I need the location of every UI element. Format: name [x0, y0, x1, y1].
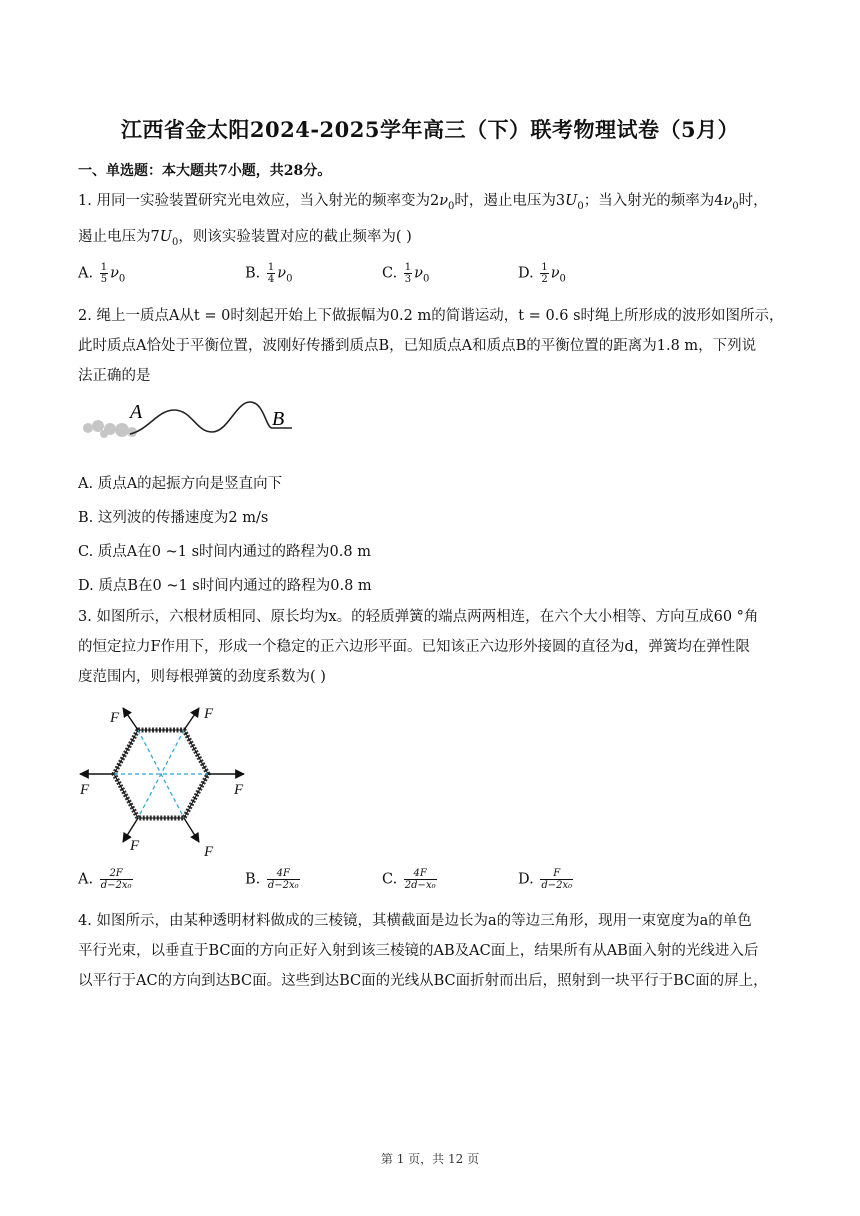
q2-option-b[interactable]: B. 这列波的传播速度为2 m/s	[78, 510, 269, 526]
hexagon-spring-figure	[78, 704, 254, 858]
q1-option-b[interactable]: B. $\frac{1}{4}$ $\nu_0$	[245, 262, 293, 285]
question-2-line-3: 法正确的是	[78, 368, 151, 384]
force-label-top-left: F	[110, 710, 120, 726]
q3-option-d[interactable]: D. $\frac{F}{\text{d−2x₀}}$	[518, 868, 573, 891]
section-heading: 一、单选题：本大题共7小题，共28分。	[78, 163, 332, 179]
question-3-line-2: 的恒定拉力F作用下，形成一个稳定的正六边形平面。已知该正六边形外接圆的直径为d，弹簧均在弹性限	[78, 639, 750, 655]
question-1-line-1: 1. 用同一实验装置研究光电效应，当入射光的频率变为$2\nu_0$时，遏止电压为$3U_0$；当入射光的频率为$4\nu_0$时，	[78, 193, 768, 212]
force-label-bottom-left: F	[130, 838, 140, 854]
force-label-top-right: F	[204, 706, 214, 722]
force-label-left: F	[80, 782, 90, 798]
page-footer: 第 1 页，共 12 页	[380, 1152, 480, 1166]
wave-curve	[130, 402, 292, 434]
q3-option-c[interactable]: C. $\frac{4F}{\text{2d−x₀}}$	[382, 868, 436, 891]
question-4-line-1: 4. 如图所示，由某种透明材料做成的三棱镜，其横截面是边长为a的等边三角形，现用一束宽度为a的单色	[78, 913, 752, 929]
question-3-line-1: 3. 如图所示，六根材质相同、原长均为x。的轻质弹簧的端点两两相连，在六个大小相等、方向互成60 °角	[78, 609, 759, 625]
q1-option-d[interactable]: D. $\frac{1}{2}$ $\nu_0$	[518, 262, 566, 285]
hand-smudge	[83, 420, 137, 438]
question-4-line-3: 以平行于AC的方向到达BC面。这些到达BC面的光线从BC面折射而出后，照射到一块平行于BC面的屏上，	[78, 973, 768, 989]
question-2-line-2: 此时质点A恰处于平衡位置，波刚好传播到质点B，已知质点A和质点B的平衡位置的距离为1.8 m，下列说	[78, 338, 757, 354]
question-4	[78, 906, 784, 996]
question-1-line-2: 遏止电压为$7U_0$，则该实验装置对应的截止频率为( )	[78, 228, 412, 248]
q2-option-a[interactable]: A. 质点A的起振方向是竖直向下	[78, 476, 283, 492]
question-2-line-1: 2. 绳上一质点A从t = 0时刻起开始上下做振幅为0.2 m的简谐运动，t = 0.6 s时绳上所形成的波形如图所示，	[78, 308, 784, 324]
page-title: 江西省金太阳2024-2025学年高三（下）联考物理试卷（5月）	[120, 117, 740, 142]
q3-option-a[interactable]: A. $\frac{2F}{\text{d−2x₀}}$	[78, 868, 132, 891]
force-label-right: F	[234, 782, 244, 798]
q3-option-b[interactable]: B. $\frac{4F}{\text{d−2x₀}}$	[245, 868, 299, 891]
point-b-label: B	[272, 408, 285, 430]
q2-option-c[interactable]: C. 质点A在0 ~1 s时间内通过的路程为0.8 m	[78, 544, 371, 560]
force-label-bottom-right: F	[204, 844, 214, 860]
question-1	[78, 186, 784, 258]
q2-option-d[interactable]: D. 质点B在0 ~1 s时间内通过的路程为0.8 m	[78, 578, 372, 594]
question-3-line-3: 度范围内，则每根弹簧的劲度系数为( )	[78, 669, 326, 685]
point-a-label: A	[130, 401, 143, 423]
wave-figure	[78, 398, 298, 442]
question-4-line-2: 平行光束，以垂直于BC面的方向正好入射到该三棱镜的AB及AC面上，结果所有从AB面入射的光线进入后	[78, 943, 759, 959]
question-2	[78, 301, 784, 391]
q1-option-c[interactable]: C. $\frac{1}{3}$ $\nu_0$	[382, 262, 430, 285]
question-3	[78, 602, 784, 692]
q1-option-a[interactable]: A. $\frac{1}{5}$ $\nu_0$	[78, 262, 126, 285]
